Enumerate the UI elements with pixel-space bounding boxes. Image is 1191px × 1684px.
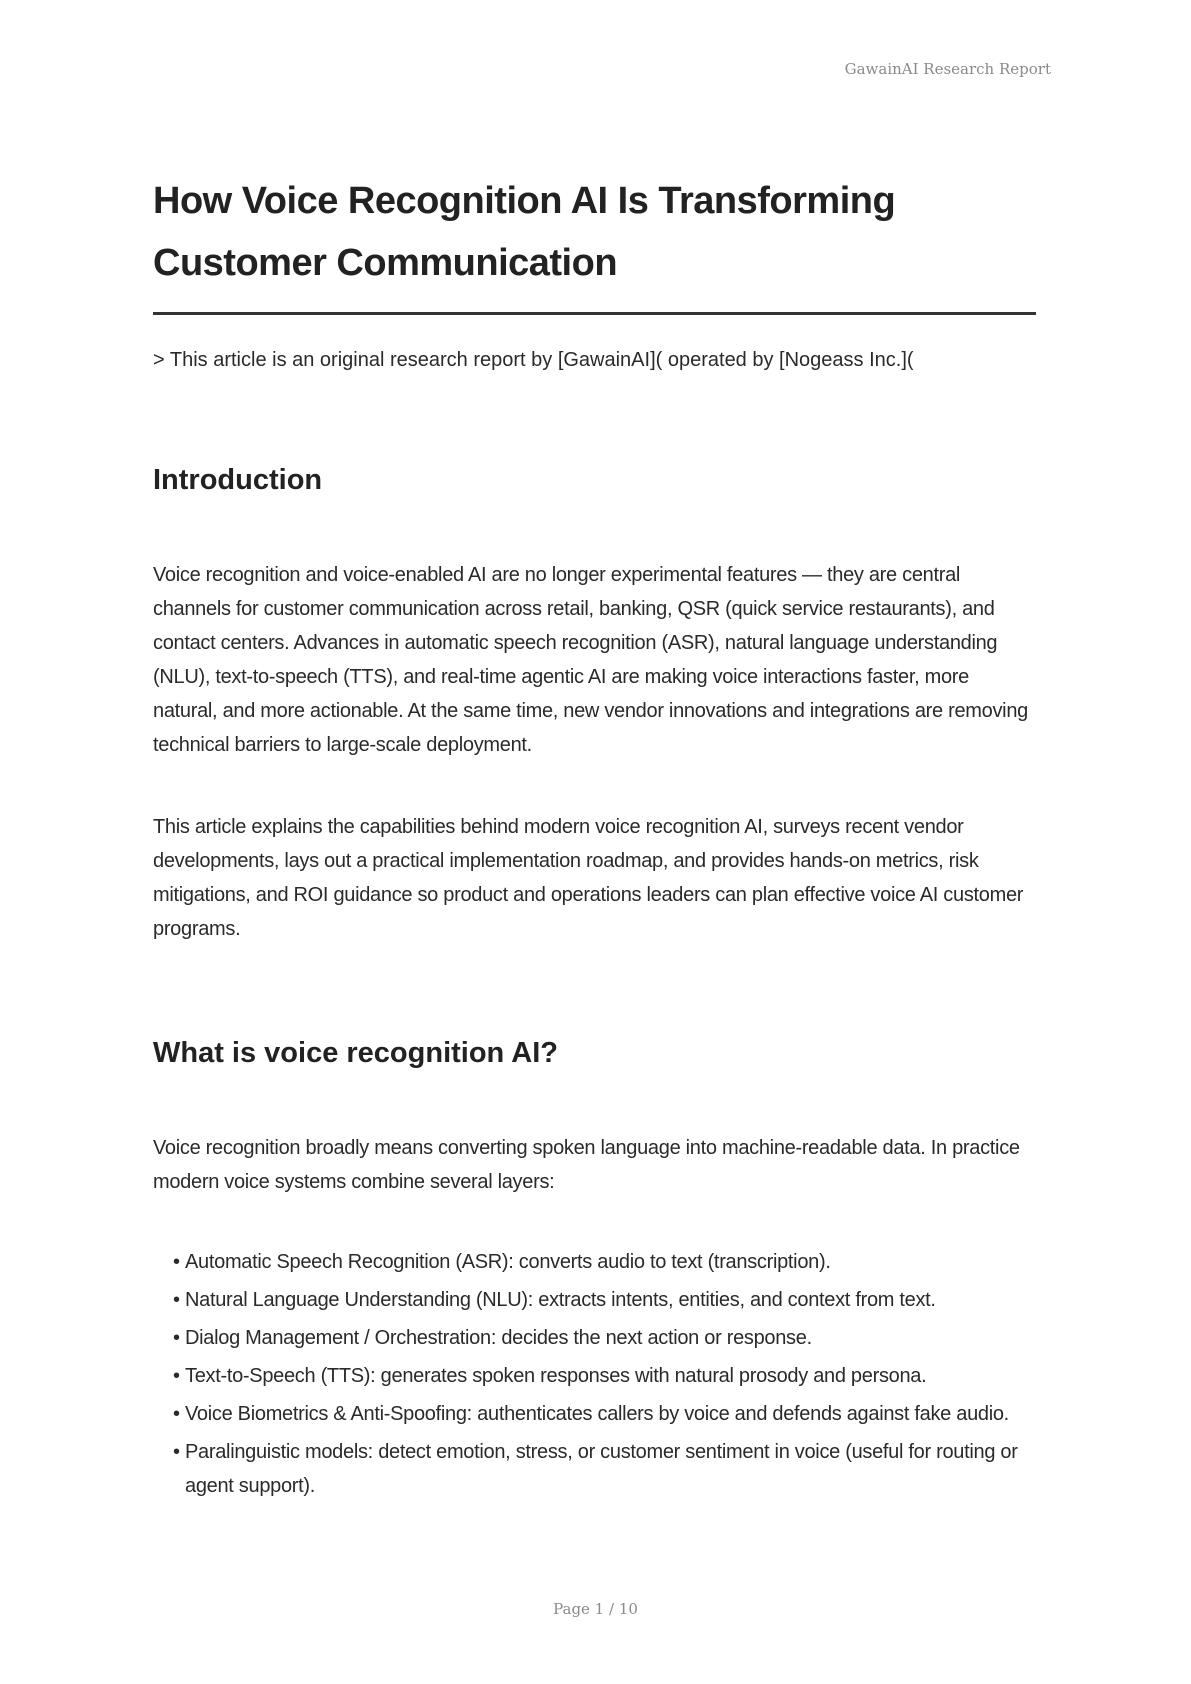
bullet-icon: • bbox=[173, 1441, 180, 1463]
list-item bbox=[173, 1245, 1037, 1279]
bullet-icon: • bbox=[173, 1403, 180, 1425]
list-item bbox=[173, 1435, 1037, 1503]
list-item-text: Voice Biometrics & Anti-Spoofing: authenticates callers by voice and defends against fake audio. bbox=[185, 1403, 1009, 1425]
document-title-line-1: How Voice Recognition AI Is Transforming bbox=[153, 180, 896, 222]
bullet-icon: • bbox=[173, 1251, 180, 1273]
bullet-icon: • bbox=[173, 1365, 180, 1387]
document-body bbox=[153, 170, 1037, 1507]
intro-paragraph-1: Voice recognition and voice-enabled AI are no longer experimental features — they are central channels for customer communication across retail, banking, QSR (quick service restaurants), and contact centers. Advances in automatic speech recognition (ASR), natural language understanding (NLU), text-to-speech (TTS), and real-time agentic AI are making voice interactions faster, more natural, and more actionable. At the same time, new vendor innovations and integrations are removing technical barriers to large-scale deployment. bbox=[153, 564, 1028, 756]
section-heading-introduction: Introduction bbox=[153, 464, 323, 496]
attribution-note: > This article is an original research report by [GawainAI]( operated by [Nogeass Inc.]( bbox=[153, 349, 914, 371]
running-header: GawainAI Research Report bbox=[844, 60, 1051, 78]
list-item-text: Dialog Management / Orchestration: decides the next action or response. bbox=[185, 1327, 812, 1349]
list-item bbox=[173, 1283, 1037, 1317]
list-item-text: Natural Language Understanding (NLU): extracts intents, entities, and context from text. bbox=[185, 1289, 936, 1311]
list-item-text: Automatic Speech Recognition (ASR): converts audio to text (transcription). bbox=[185, 1251, 831, 1273]
document-title-line-2: Customer Communication bbox=[153, 242, 618, 284]
list-item-text: Text-to-Speech (TTS): generates spoken responses with natural prosody and persona. bbox=[185, 1365, 927, 1387]
list-item bbox=[173, 1359, 1037, 1393]
title-divider bbox=[153, 312, 1036, 315]
what-is-paragraph-1: Voice recognition broadly means converting spoken language into machine-readable data. In practice modern voice systems combine several layers: bbox=[153, 1137, 1020, 1193]
list-item-text: Paralinguistic models: detect emotion, stress, or customer sentiment in voice (useful for routing or agent support). bbox=[185, 1441, 1018, 1497]
page-number: Page 1 / 10 bbox=[553, 1600, 638, 1618]
section-heading-what-is-voice-recognition: What is voice recognition AI? bbox=[153, 1037, 558, 1069]
bullet-icon: • bbox=[173, 1327, 180, 1349]
voice-layers-list bbox=[153, 1245, 1037, 1503]
list-item bbox=[173, 1321, 1037, 1355]
bullet-icon: • bbox=[173, 1289, 180, 1311]
document-title bbox=[153, 170, 1037, 294]
list-item bbox=[173, 1397, 1037, 1431]
intro-paragraph-2: This article explains the capabilities behind modern voice recognition AI, surveys recent vendor developments, lays out a practical implementation roadmap, and provides hands-on metrics, risk mitigations, and ROI guidance so product and operations leaders can plan effective voice AI customer programs. bbox=[153, 816, 1024, 940]
